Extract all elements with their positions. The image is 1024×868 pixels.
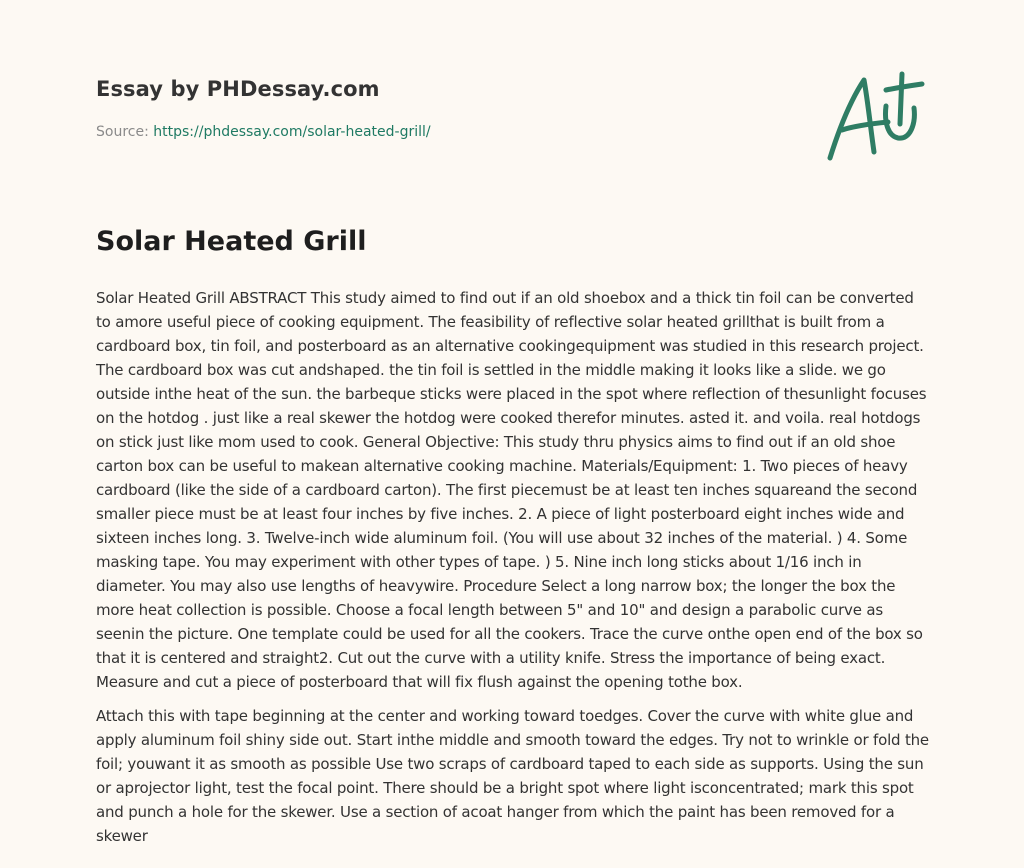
source-link[interactable]: https://phdessay.com/solar-heated-grill/ [153,124,431,140]
source-line [96,124,431,140]
essay-body [96,286,932,858]
source-label: Source: [96,124,149,140]
essay-paragraph: Attach this with tape beginning at the center and working toward toedges. Cover the curve with white glue and apply aluminum foil shiny side out. Start inthe middle and smooth toward the edges. Try not to wrinkle or fold the foil; youwant it as smooth as possible Use two scraps of cardboard taped to each side as supports. Using the sun or aprojector light, test the focal point. There should be a bright spot where light isconcentrated; mark this spot and punch a hole for the skewer. Use a section of acoat hanger from which the paint has been removed for a skewer [96,707,929,845]
essay-paragraph: Solar Heated Grill ABSTRACT This study aimed to find out if an old shoebox and a thick tin foil can be converted to amore useful piece of cooking equipment. The feasibility of reflective solar heated grillthat is built from a cardboard box, tin foil, and posterboard as an alternative cookingequipment was studied in this research project. The cardboard box was cut andshaped. the tin foil is settled in the middle making it looks like a slide. we go outside inthe heat of the sun. the barbeque sticks were placed in the spot where reflection of thesunlight focuses on the hotdog . just like a real skewer the hotdog were cooked therefor minutes. asted it. and voila. real hotdogs on stick just like mom used to cook. General Objective: This study thru physics aims to find out if an old shoe carton box can be useful to makean alternative cooking machine. Materials/Equipment: 1. Two pieces of heavy cardboard (like the side of a cardboard carton). The first piecemust be at least ten inches squareand the second smaller piece must be at least four inches by five inches. 2. A piece of light posterboard eight inches wide and sixteen inches long. 3. Twelve-inch wide aluminum foil. (You will use about 32 inches of the material. ) 4. Some masking tape. You may experiment with other types of tape. ) 5. Nine inch long sticks about 1/16 inch in diameter. You may also use lengths of heavywire. Procedure Select a long narrow box; the longer the box the more heat collection is possible. Choose a focal length between 5" and 10" and design a parabolic curve as seenin the picture. One template could be used for all the cookers. Trace the curve onthe open end of the box so that it is centered and straight2. Cut out the curve with a utility knife. Stress the importance of being exact. Measure and cut a piece of posterboard that will fix flush against the opening tothe box. [96,289,927,691]
site-brand: Essay by PHDessay.com [96,77,380,101]
essay-title: Solar Heated Grill [96,226,367,257]
a-plus-logo-icon [818,66,930,166]
